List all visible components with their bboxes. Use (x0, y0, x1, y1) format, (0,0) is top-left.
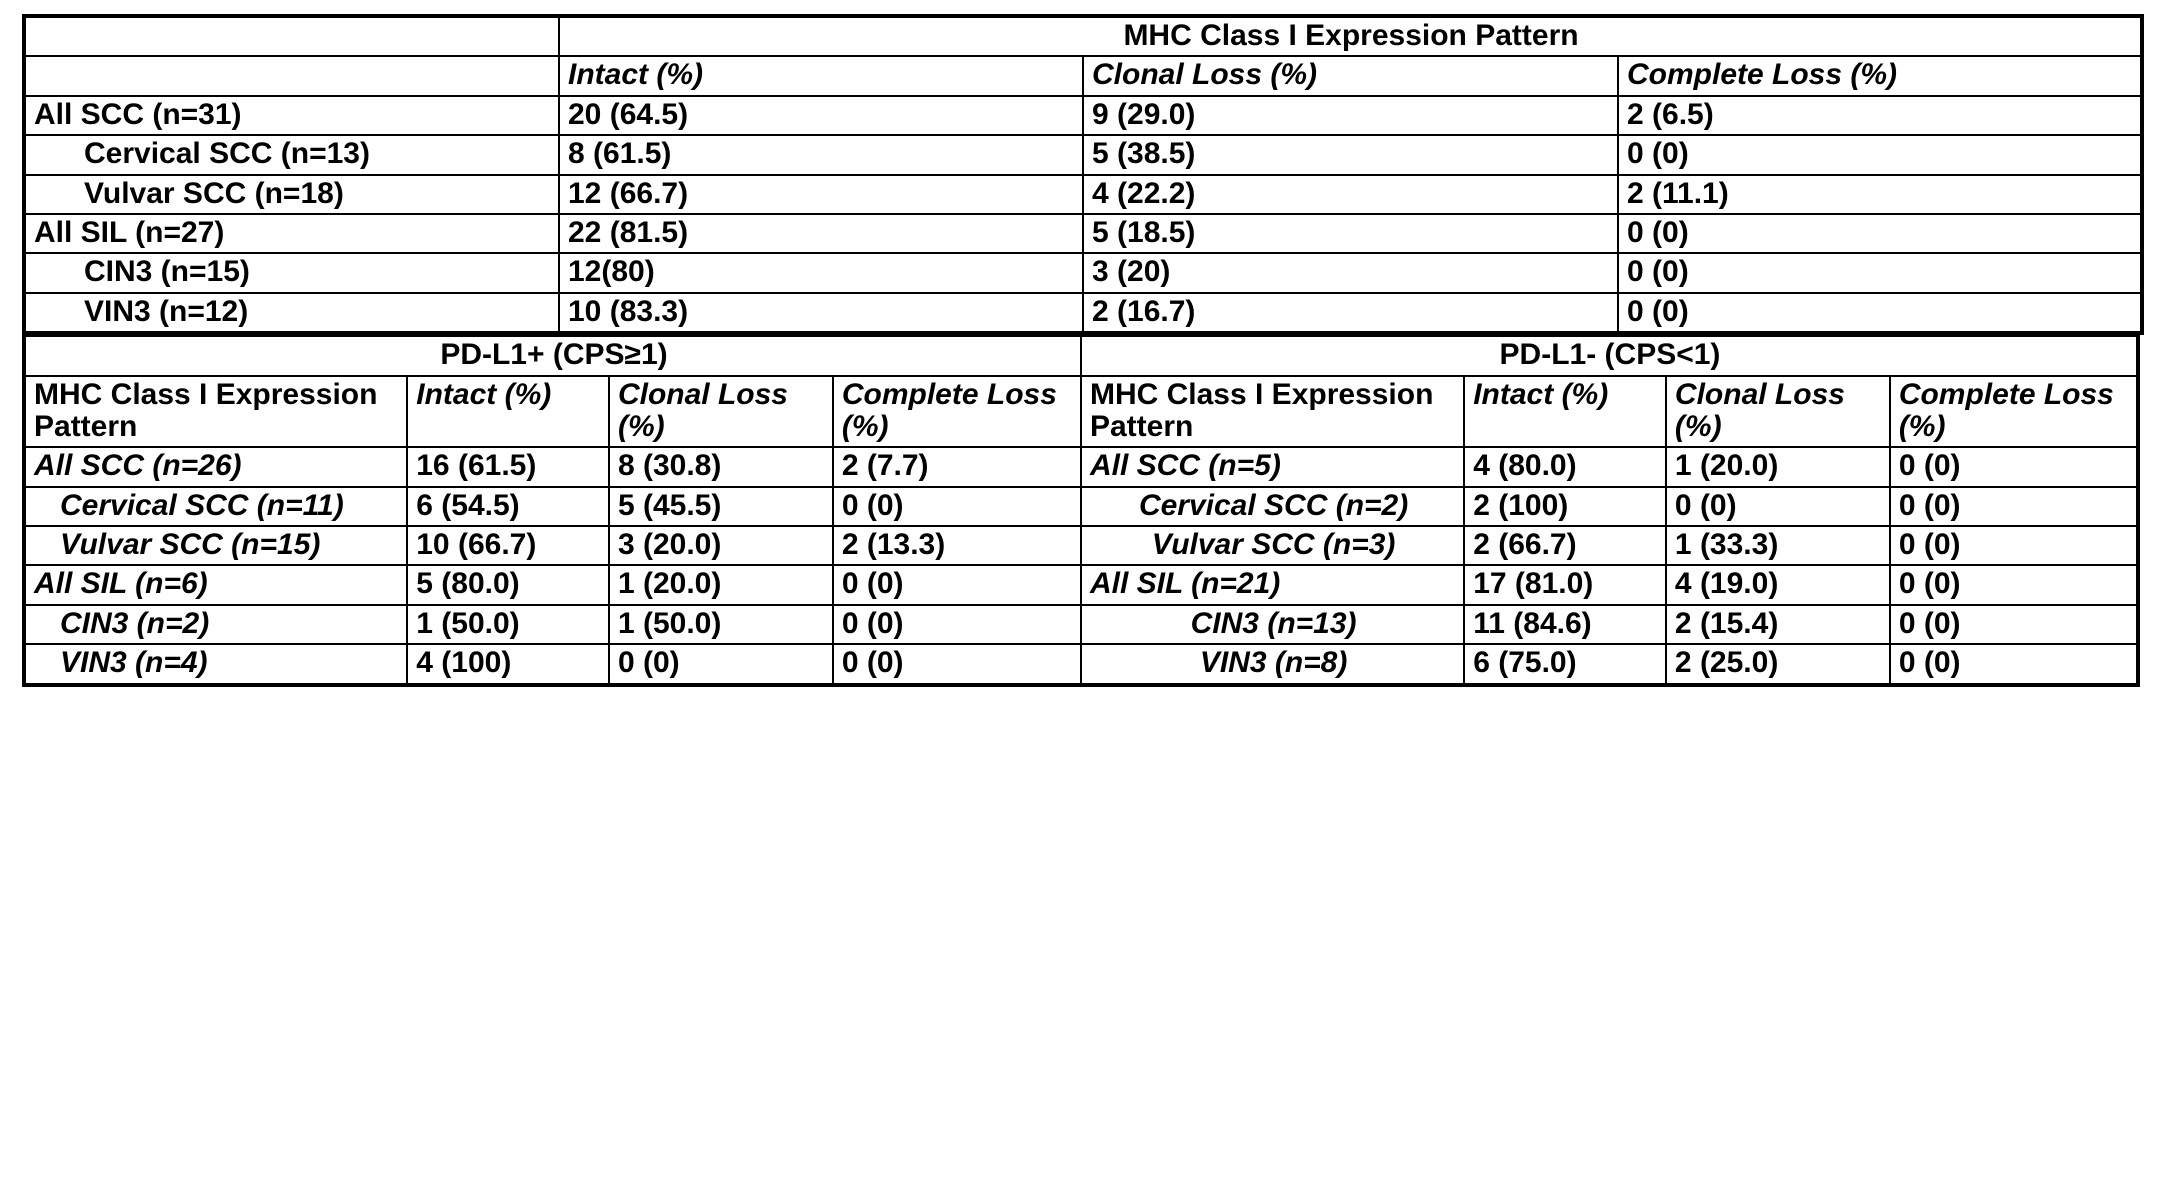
left-value-clonal: 1 (50.0) (609, 605, 833, 644)
row-label: Cervical SCC (n=13) (24, 135, 559, 174)
band-pdl1-positive: PD-L1+ (CPS≥1) (24, 336, 1081, 375)
right-row-label: Vulvar SCC (n=3) (1081, 526, 1464, 565)
table-row (24, 293, 2142, 333)
left-col-clonal-loss: Clonal Loss (%) (609, 376, 833, 448)
row-label: CIN3 (n=15) (24, 253, 559, 292)
band-pdl1-negative: PD-L1- (CPS<1) (1081, 336, 2138, 375)
right-value-complete: 0 (0) (1890, 605, 2138, 644)
right-value-intact: 11 (84.6) (1464, 605, 1666, 644)
right-value-clonal: 0 (0) (1666, 487, 1890, 526)
left-value-complete: 0 (0) (833, 605, 1081, 644)
row-value-intact: 20 (64.5) (559, 96, 1083, 135)
right-value-clonal: 2 (25.0) (1666, 644, 1890, 684)
left-row-label: All SCC (n=26) (24, 447, 407, 486)
left-value-clonal: 5 (45.5) (609, 487, 833, 526)
row-value-intact: 12 (66.7) (559, 175, 1083, 214)
left-value-complete: 2 (13.3) (833, 526, 1081, 565)
left-value-complete: 0 (0) (833, 565, 1081, 604)
row-value-intact: 8 (61.5) (559, 135, 1083, 174)
left-value-intact: 6 (54.5) (407, 487, 609, 526)
table-row (24, 253, 2142, 292)
row-value-complete: 0 (0) (1618, 253, 2142, 292)
table-row-header (24, 376, 2138, 448)
left-value-complete: 0 (0) (833, 487, 1081, 526)
table-row-band (24, 336, 2138, 375)
table-row (24, 175, 2142, 214)
left-row-label: Cervical SCC (n=11) (24, 487, 407, 526)
top-table-title: MHC Class I Expression Pattern (559, 16, 2142, 56)
left-col-intact: Intact (%) (407, 376, 609, 448)
row-value-clonal: 4 (22.2) (1083, 175, 1618, 214)
right-value-intact: 6 (75.0) (1464, 644, 1666, 684)
row-value-intact: 12(80) (559, 253, 1083, 292)
row-value-complete: 0 (0) (1618, 135, 2142, 174)
right-value-intact: 17 (81.0) (1464, 565, 1666, 604)
header-blank-cell (24, 56, 559, 95)
table-row (24, 565, 2138, 604)
table-row-header (24, 56, 2142, 95)
row-value-complete: 0 (0) (1618, 214, 2142, 253)
left-value-intact: 10 (66.7) (407, 526, 609, 565)
right-header-row-label: MHC Class I Expression Pattern (1081, 376, 1464, 448)
row-value-intact: 10 (83.3) (559, 293, 1083, 333)
table-row (24, 447, 2138, 486)
right-value-intact: 4 (80.0) (1464, 447, 1666, 486)
right-value-clonal: 1 (20.0) (1666, 447, 1890, 486)
row-value-clonal: 5 (38.5) (1083, 135, 1618, 174)
row-value-complete: 0 (0) (1618, 293, 2142, 333)
row-label: All SCC (n=31) (24, 96, 559, 135)
table-row (24, 526, 2138, 565)
right-value-complete: 0 (0) (1890, 565, 2138, 604)
row-label: Vulvar SCC (n=18) (24, 175, 559, 214)
left-value-complete: 2 (7.7) (833, 447, 1081, 486)
table-row (24, 214, 2142, 253)
right-row-label: All SCC (n=5) (1081, 447, 1464, 486)
left-value-intact: 16 (61.5) (407, 447, 609, 486)
mhc-expression-summary-table (22, 14, 2144, 335)
left-value-clonal: 0 (0) (609, 644, 833, 684)
left-row-label: Vulvar SCC (n=15) (24, 526, 407, 565)
left-value-intact: 1 (50.0) (407, 605, 609, 644)
row-value-clonal: 2 (16.7) (1083, 293, 1618, 333)
left-row-label: CIN3 (n=2) (24, 605, 407, 644)
left-value-clonal: 1 (20.0) (609, 565, 833, 604)
right-col-clonal-loss: Clonal Loss (%) (1666, 376, 1890, 448)
top-col-clonal-loss: Clonal Loss (%) (1083, 56, 1618, 95)
table-row (24, 135, 2142, 174)
left-value-complete: 0 (0) (833, 644, 1081, 684)
right-row-label: All SIL (n=21) (1081, 565, 1464, 604)
row-value-complete: 2 (6.5) (1618, 96, 2142, 135)
corner-blank-cell (24, 16, 559, 56)
table-row (24, 605, 2138, 644)
right-row-label: CIN3 (n=13) (1081, 605, 1464, 644)
left-value-intact: 4 (100) (407, 644, 609, 684)
table-row (24, 96, 2142, 135)
right-value-complete: 0 (0) (1890, 447, 2138, 486)
row-label: VIN3 (n=12) (24, 293, 559, 333)
left-row-label: All SIL (n=6) (24, 565, 407, 604)
table-row (24, 644, 2138, 684)
right-value-clonal: 4 (19.0) (1666, 565, 1890, 604)
right-value-clonal: 1 (33.3) (1666, 526, 1890, 565)
row-value-clonal: 9 (29.0) (1083, 96, 1618, 135)
right-col-complete-loss: Complete Loss (%) (1890, 376, 2138, 448)
row-value-clonal: 3 (20) (1083, 253, 1618, 292)
right-value-complete: 0 (0) (1890, 644, 2138, 684)
right-value-intact: 2 (100) (1464, 487, 1666, 526)
left-header-row-label: MHC Class I Expression Pattern (24, 376, 407, 448)
left-col-complete-loss: Complete Loss (%) (833, 376, 1081, 448)
left-value-clonal: 3 (20.0) (609, 526, 833, 565)
left-value-clonal: 8 (30.8) (609, 447, 833, 486)
table-row (24, 487, 2138, 526)
row-value-clonal: 5 (18.5) (1083, 214, 1618, 253)
right-row-label: Cervical SCC (n=2) (1081, 487, 1464, 526)
right-row-label: VIN3 (n=8) (1081, 644, 1464, 684)
right-value-intact: 2 (66.7) (1464, 526, 1666, 565)
pdl1-stratified-table (22, 335, 2140, 687)
right-value-complete: 0 (0) (1890, 526, 2138, 565)
row-label: All SIL (n=27) (24, 214, 559, 253)
row-value-intact: 22 (81.5) (559, 214, 1083, 253)
right-col-intact: Intact (%) (1464, 376, 1666, 448)
top-col-intact: Intact (%) (559, 56, 1083, 95)
right-value-complete: 0 (0) (1890, 487, 2138, 526)
left-row-label: VIN3 (n=4) (24, 644, 407, 684)
left-value-intact: 5 (80.0) (407, 565, 609, 604)
right-value-clonal: 2 (15.4) (1666, 605, 1890, 644)
table-row-title (24, 16, 2142, 56)
top-col-complete-loss: Complete Loss (%) (1618, 56, 2142, 95)
row-value-complete: 2 (11.1) (1618, 175, 2142, 214)
